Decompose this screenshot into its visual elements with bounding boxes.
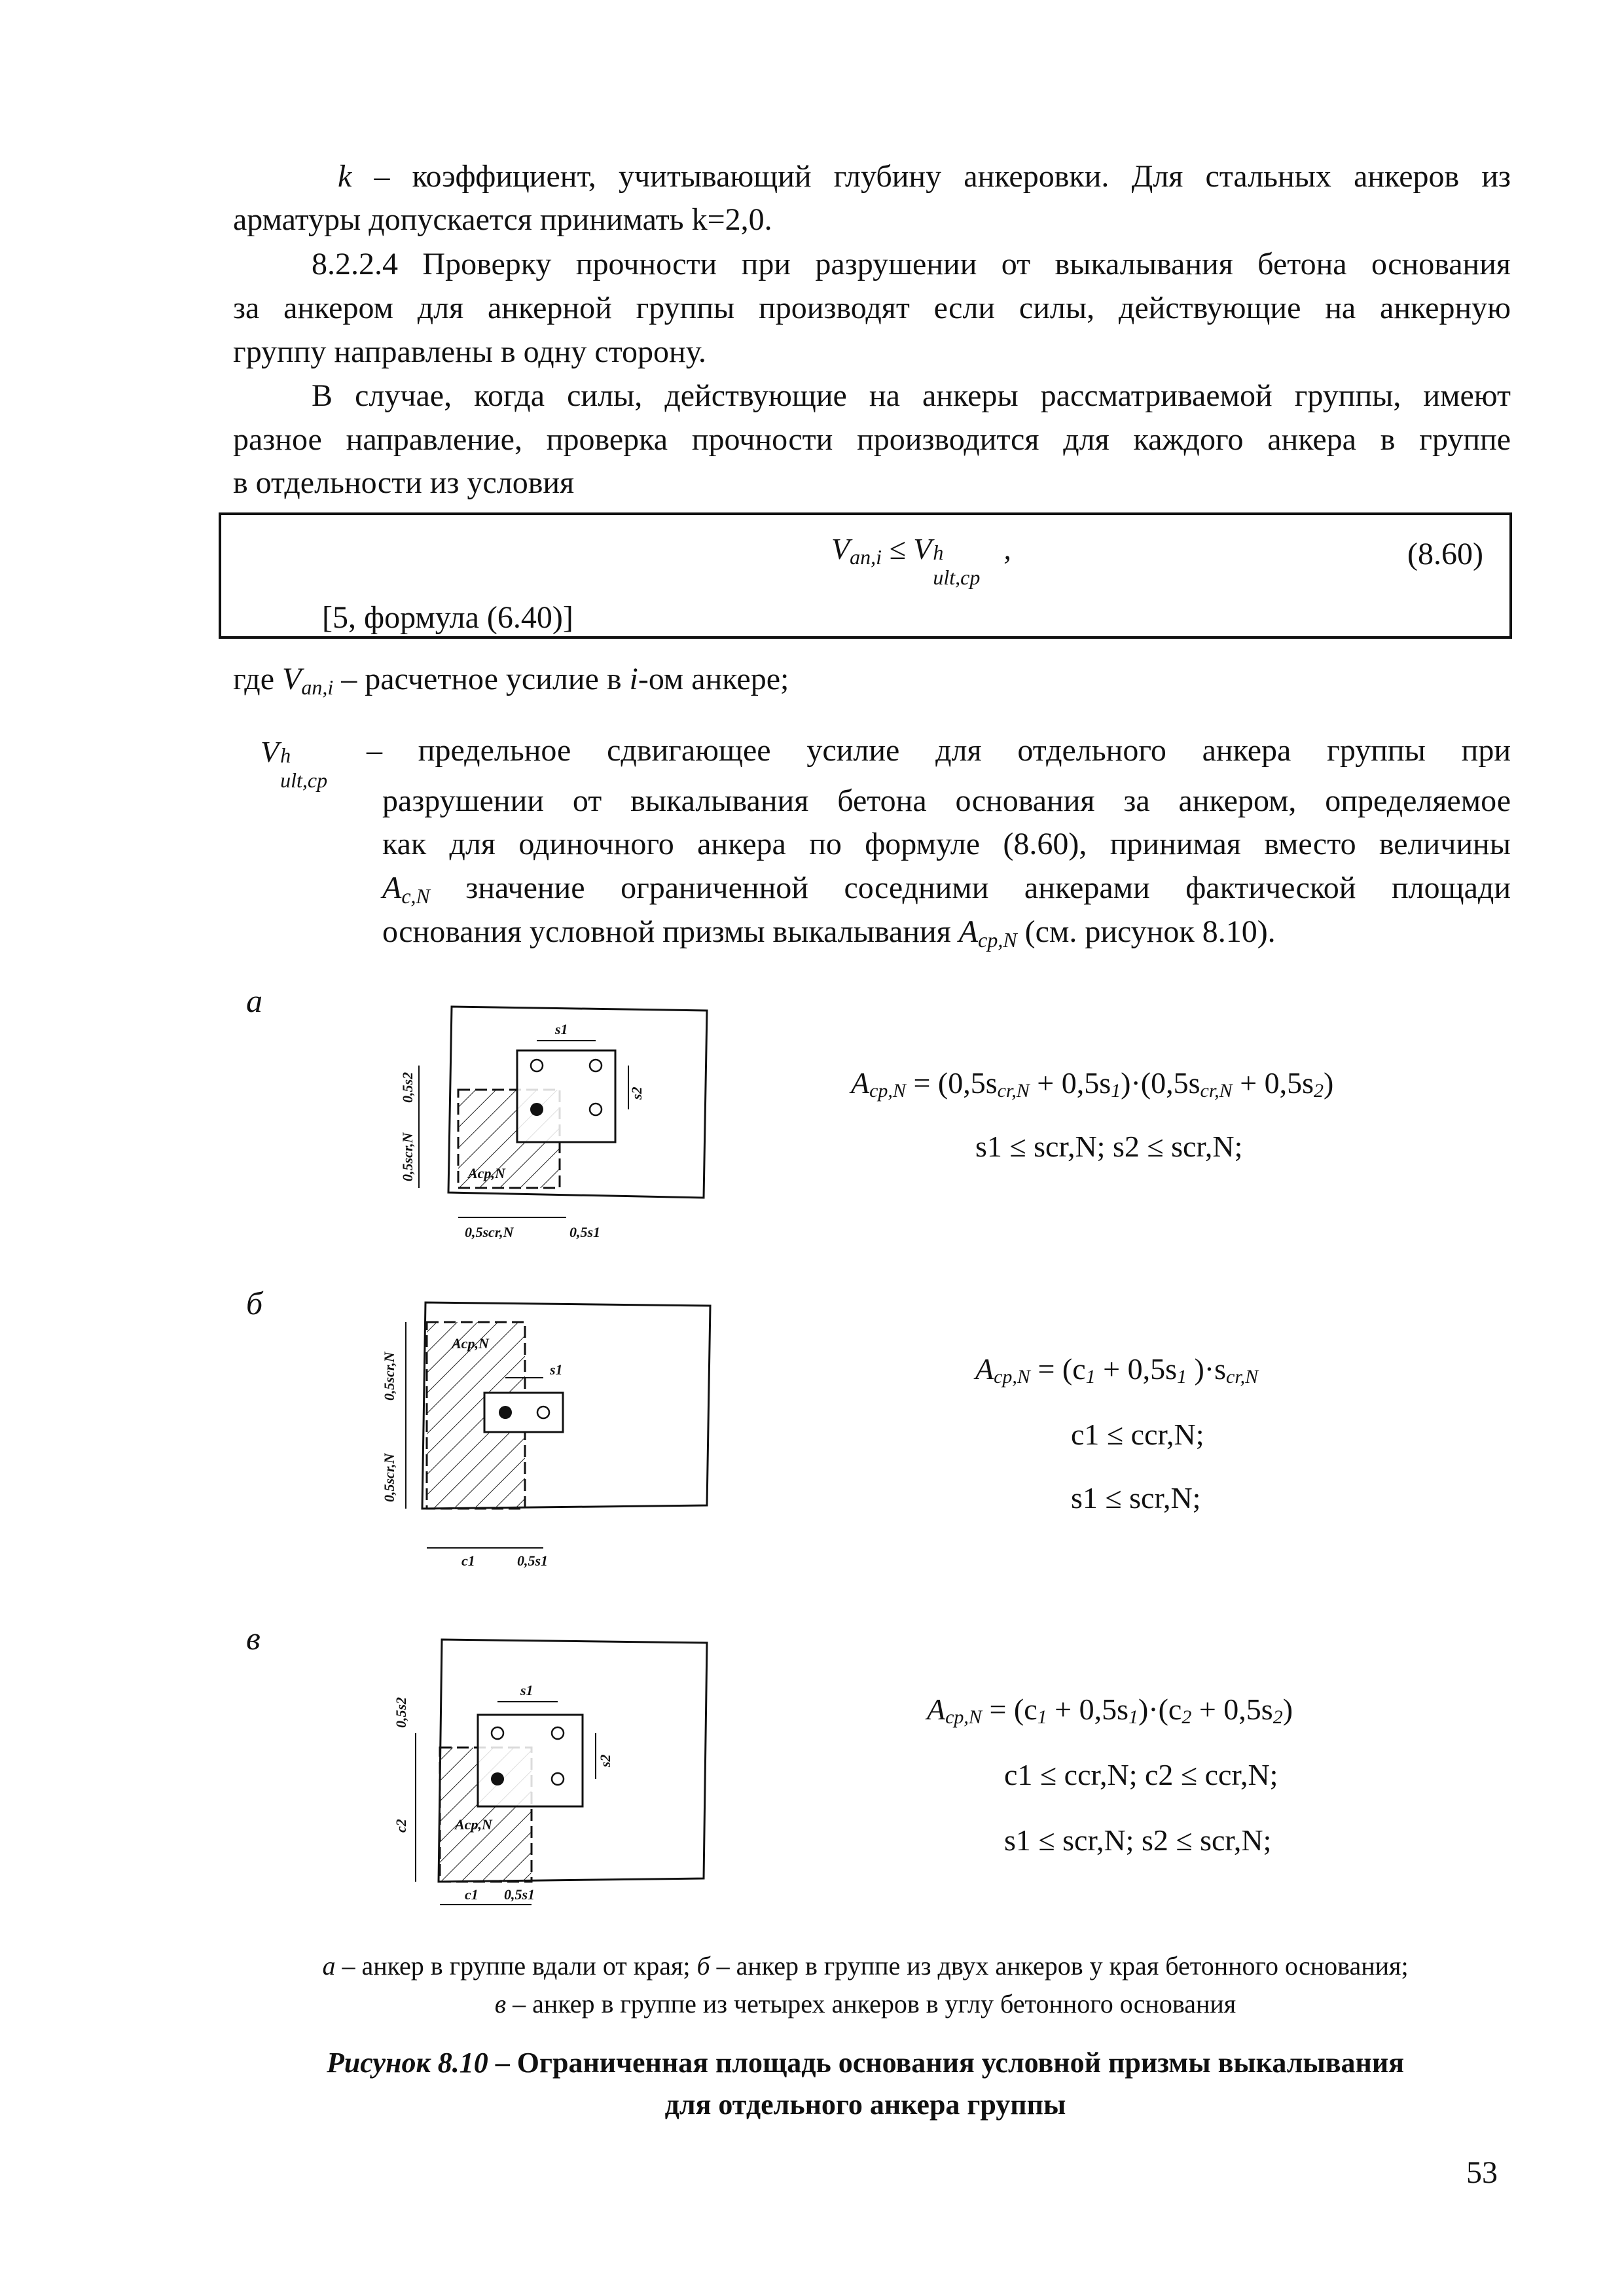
figure-c-label-c2: c2 [393,1819,409,1833]
figure-b-active-anchor [499,1406,512,1419]
figure-a-anchor [590,1103,602,1115]
figure-b-letter: б [246,1285,263,1321]
figure-c-letter: в [246,1620,261,1657]
def-line3: как для одиночного анкера по формуле (8.60), принимая вместо величины [382,827,1511,861]
figure-b-label-05s1: 0,5s1 [517,1552,549,1569]
vh-symbol: V h ult,cp [261,735,328,792]
figure-a-label-s2: s2 [628,1086,645,1100]
figure-a-anchor [531,1060,543,1071]
figure-c-formula-3: s1 ≤ scr,N; s2 ≤ scr,N; [1004,1823,1272,1857]
para2-line2: за анкером для анкерной группы производят если силы, действующие на анкерную [233,291,1511,325]
para3-line3: в отдельности из условия [233,465,575,500]
figure-c-drawing [380,1617,720,1918]
figure-b-label-05scrN-top: 0,5scr,N [381,1352,397,1401]
figure-c-formula-1: Acp,N = (c1 + 0,5s1)·(c2 + 0,5s2) [927,1693,1293,1728]
figure-caption-line1: а – анкер в группе вдали от края; б – анкер в группе из двух анкеров у края бетонного основания; [322,1951,1409,1981]
para2-line1: 8.2.2.4 Проверку прочности при разрушении от выкалывания бетона основания [312,247,1511,281]
figure-c-label-s1: s1 [520,1682,533,1698]
figure-b-formula-3: s1 ≤ scr,N; [1071,1481,1201,1515]
figure-a-label-05s1: 0,5s1 [569,1224,601,1240]
figure-b-label-c1: c1 [461,1552,475,1569]
figure-c-label-s2: s2 [597,1754,613,1767]
figure-b-drawing [353,1283,720,1571]
figure-c-label-05s2: 0,5s2 [393,1696,409,1728]
figure-a-formula-1: Acp,N = (0,5scr,N + 0,5s1)·(0,5scr,N + 0,5s2) [851,1066,1334,1102]
figure-a-label-05scrN-h: 0,5scr,N [465,1224,514,1240]
figure-c-anchor [552,1773,564,1785]
def-line4: $A_{c,N}$ значение ограниченной соседними анкерами фактической площади [382,870,1511,908]
figure-title-line1: Рисунок 8.10 – Ограниченная площадь основания условной призмы выкалывания [326,2047,1405,2079]
figure-a-active-anchor [530,1103,543,1116]
where-line: где $V_{an,i}$ – расчетное усилие в i-ом анкере; [233,662,789,699]
figure-a-label-05s2: 0,5s2 [399,1071,416,1103]
equation-reference: [5, формула (6.40)] [322,600,573,635]
figure-a-label-05scrN-v: 0,5scr,N [399,1132,416,1181]
figure-caption-line2: в – анкер в группе из четырех анкеров в углу бетонного основания [494,1989,1236,2018]
figure-b-formula-2: c1 ≤ ccr,N; [1071,1418,1204,1451]
figure-c-formula-2: c1 ≤ ccr,N; c2 ≤ ccr,N; [1004,1758,1278,1791]
para1-line1: k – коэффициент, учитывающий глубину анкеровки. Для стальных анкеров из [338,159,1511,194]
equation-number: (8.60) [1407,537,1483,571]
figure-c-anchor [492,1727,503,1739]
figure-c-label-area: Acp,N [455,1816,492,1833]
figure-a-letter: а [246,982,262,1019]
para3-line2: разное направление, проверка прочности производится для каждого анкера в группе [233,422,1511,457]
def-line5: основания условной призмы выкалывания $A_{cp,N}$ (см. рисунок 8.10). [382,914,1276,952]
equation-8-60: $V_{an,i} \le V$ h ult,cp , [831,532,1011,589]
figure-b-anchor [537,1407,549,1418]
figure-a-anchor [590,1060,602,1071]
figure-a-drawing [380,982,720,1257]
para2-line3: группу направлены в одну сторону. [233,334,706,369]
figure-a-label-s1: s1 [555,1021,568,1037]
def-line1: – предельное сдвигающее усилие для отдельного анкера группы при [367,733,1511,768]
figure-c-active-anchor [491,1772,504,1785]
figure-b-label-area: Acp,N [452,1335,489,1352]
figure-a-label-area: Acp,N [468,1165,505,1181]
figure-b-label-s1: s1 [550,1361,563,1378]
page-number: 53 [1466,2155,1498,2190]
figure-c-label-c1: c1 [465,1886,478,1903]
para3-line1: В случае, когда силы, действующие на анкеры рассматриваемой группы, имеют [312,378,1511,413]
figure-c-label-05s1: 0,5s1 [504,1886,535,1903]
figure-title-line2: для отдельного анкера группы [664,2089,1066,2121]
figure-c-anchor [552,1727,564,1739]
para1-line2: арматуры допускается принимать k=2,0. [233,202,772,237]
figure-a-formula-2: s1 ≤ scr,N; s2 ≤ scr,N; [975,1130,1243,1163]
figure-b-baseplate [484,1393,563,1432]
figure-b-label-05scrN-bot: 0,5scr,N [381,1453,397,1502]
figure-b-formula-1: Acp,N = (c1 + 0,5s1 )·scr,N [975,1352,1259,1388]
def-line2: разрушении от выкалывания бетона основания за анкером, определяемое [382,783,1511,818]
